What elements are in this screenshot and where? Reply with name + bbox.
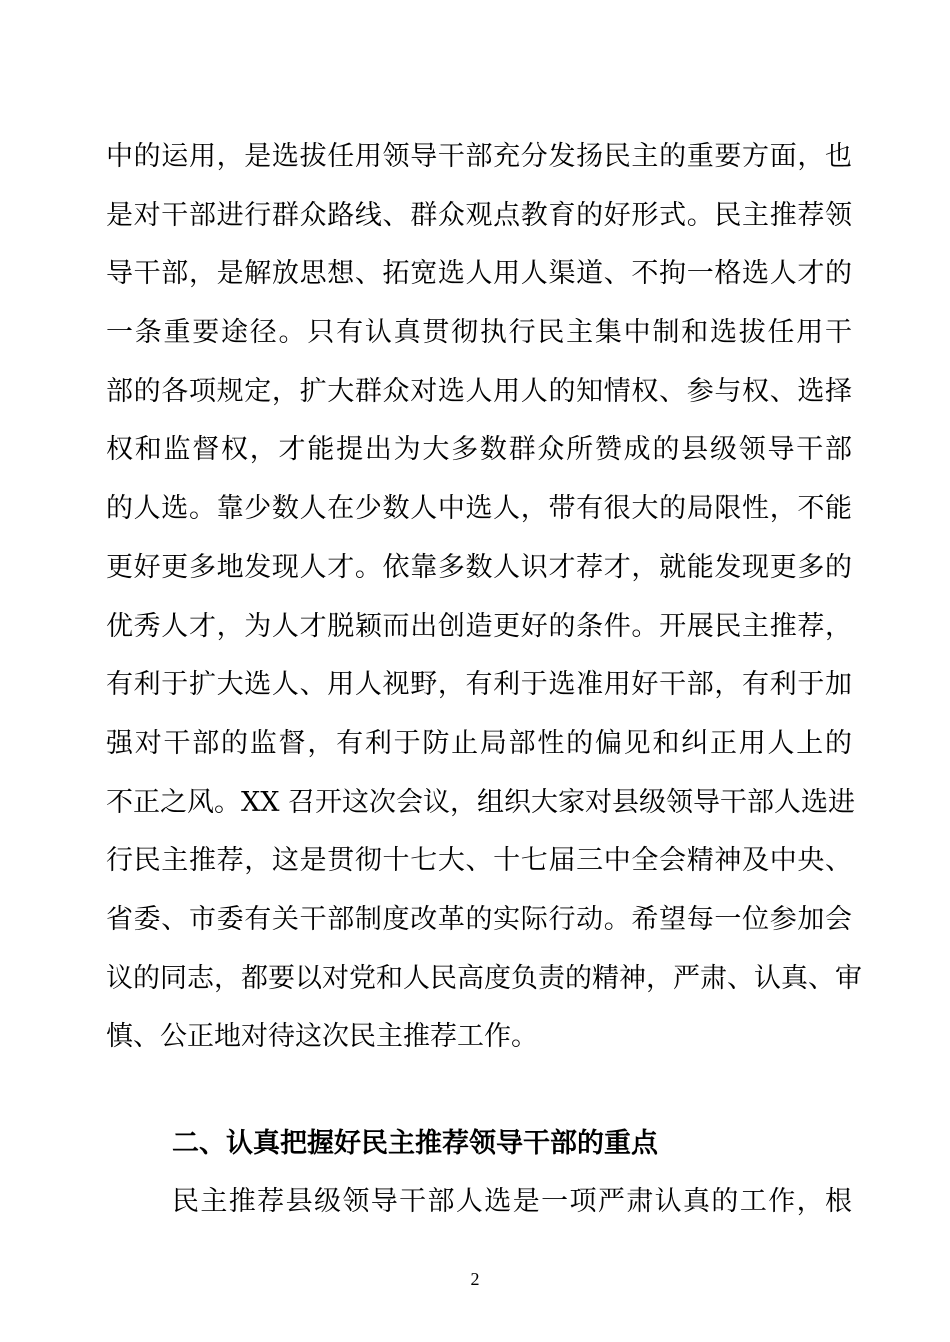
paragraph-line: 导干部，是解放思想、拓宽选人用人渠道、不拘一格选人才的 (106, 258, 852, 290)
paragraph-line: 一条重要途径。只有认真贯彻执行民主集中制和选拔任用干 (106, 317, 852, 349)
paragraph-line: 是对干部进行群众路线、群众观点教育的好形式。民主推荐领 (106, 199, 852, 231)
section-heading: 二、认真把握好民主推荐领导干部的重点 (172, 1128, 658, 1159)
paragraph-line: 慎、公正地对待这次民主推荐工作。 (106, 1021, 538, 1053)
paragraph-2-first-line: 民主推荐县级领导干部人选是一项严肃认真的工作，根 (172, 1186, 852, 1217)
paragraph-line: 强对干部的监督，有利于防止局部性的偏见和纠正用人上的 (106, 727, 852, 759)
paragraph-line: 行民主推荐，这是贯彻十七大、十七届三中全会精神及中央、 (106, 845, 852, 877)
paragraph-line: 的人选。靠少数人在少数人中选人，带有很大的局限性，不能 (106, 493, 852, 525)
paragraph-line: 省委、市委有关干部制度改革的实际行动。希望每一位参加会 (106, 903, 852, 935)
paragraph-line: 议的同志，都要以对党和人民高度负责的精神，严肃、认真、审 (106, 962, 862, 994)
paragraph-line: 更好更多地发现人才。依靠多数人识才荐才，就能发现更多的 (106, 551, 852, 583)
paragraph-line: 中的运用，是选拔任用领导干部充分发扬民主的重要方面，也 (106, 141, 852, 172)
paragraph-line: 有利于扩大选人、用人视野，有利于选准用好干部，有利于加 (106, 669, 852, 701)
paragraph-line: 优秀人才，为人才脱颖而出创造更好的条件。开展民主推荐， (106, 610, 852, 642)
paragraph-line: 不正之风。XX 召开这次会议，组织大家对县级领导干部人选进 (106, 786, 856, 818)
paragraph-1 (106, 128, 862, 1067)
paragraph-line: 部的各项规定，扩大群众对选人用人的知情权、参与权、选择 (106, 375, 852, 407)
page-number: 2 (470, 1269, 480, 1289)
paragraph-line: 权和监督权，才能提出为大多数群众所赞成的县级领导干部 (106, 434, 852, 466)
